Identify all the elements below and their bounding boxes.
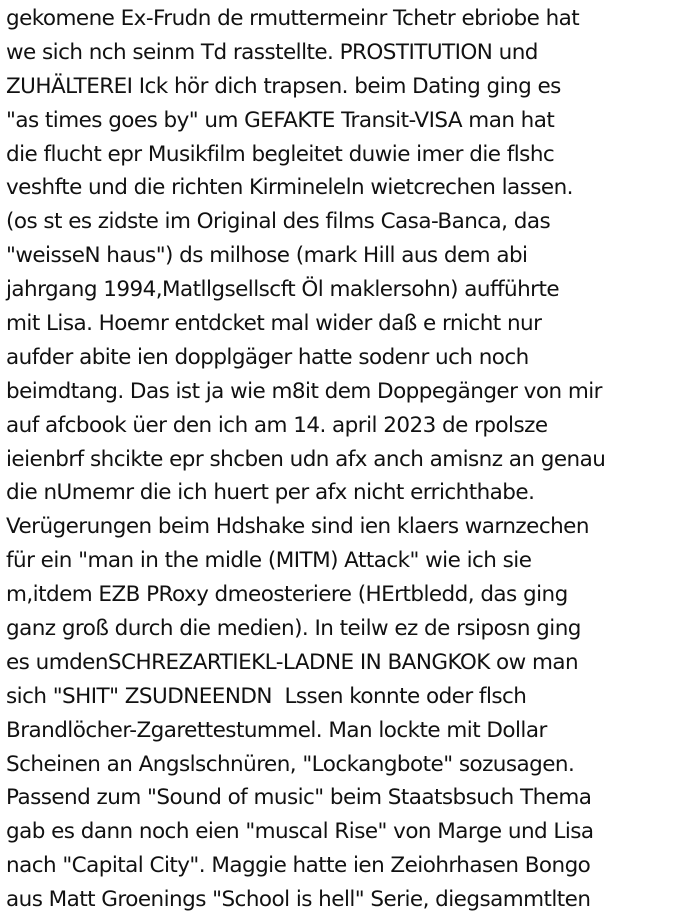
- text-line: gekomene Ex-Frudn de rmuttermeinr Tchetr ebriobe hat: [6, 6, 580, 31]
- text-line: Verügerungen beim Hdshake sind ien klaers warnzechen: [6, 514, 589, 540]
- text-line: Passend zum "Sound of music" beim Staatsbsuch Thema: [6, 785, 592, 811]
- text-line: die nUmemr die ich huert per afx nicht errichthabe.: [6, 480, 535, 506]
- text-line: für ein "man in the midle (MITM) Attack" wie ich sie: [6, 548, 532, 574]
- text-line: "as times goes by" um GEFAKTE Transit-VISA man hat: [6, 107, 555, 133]
- text-line: Brandlöcher-Zgarettestummel. Man lockte mit Dollar: [6, 717, 547, 743]
- text-line: ZUHÄLTEREI Ick hör dich trapsen. beim Dating ging es: [6, 73, 561, 99]
- text-line: die flucht epr Musikfilm begleitet duwie imer die flshc: [6, 141, 555, 167]
- text-line: "weisseN haus") ds milhose (mark Hill aus dem abi: [6, 243, 528, 269]
- text-line: we sich nch seinm Td rasstellte. PROSTITUTION und: [6, 39, 538, 65]
- text-line: beimdtang. Das ist ja wie m8it dem Doppegänger von mir: [6, 378, 602, 404]
- text-line: jahrgang 1994,Matllgsellscft Öl maklersohn) aufführte: [6, 277, 560, 303]
- text-line: ganz groß durch die medien). In teilw ez de rsiposn ging: [6, 616, 581, 642]
- text-line: (os st es zidste im Original des films Casa-Banca, das: [6, 209, 551, 235]
- text-line: mit Lisa. Hoemr entdcket mal wider daß e rnicht nur: [6, 311, 542, 337]
- body-text: [6, 2, 682, 917]
- text-line: Scheinen an Angslschnüren, "Lockangbote" sozusagen.: [6, 751, 575, 777]
- text-line: nach "Capital City". Maggie hatte ien Zeiohrhasen Bongo: [6, 853, 591, 879]
- text-line: m,itdem EZB PRoxy dmeosteriere (HErtbledd, das ging: [6, 582, 568, 608]
- text-line: veshfte und die richten Kirmineleln wietcrechen lassen.: [6, 175, 573, 201]
- text-line: sich "SHIT" ZSUDNEENDN Lssen konnte oder flsch: [6, 683, 527, 709]
- text-line: es umdenSCHREZARTIEKL-LADNE IN BANGKOK ow man: [6, 649, 579, 675]
- text-line: gab es dann noch eien "muscal Rise" von Marge und Lisa: [6, 819, 594, 845]
- text-line: ieienbrf shcikte epr shcben udn afx anch amisnz an genau: [6, 446, 606, 472]
- text-line: aufder abite ien dopplgäger hatte sodenr uch noch: [6, 344, 529, 370]
- text-line: auf afcbook üer den ich am 14. april 2023 de rpolsze: [6, 412, 548, 438]
- text-line: aus Matt Groenings "School is hell" Serie, diegsammtlten: [6, 887, 591, 913]
